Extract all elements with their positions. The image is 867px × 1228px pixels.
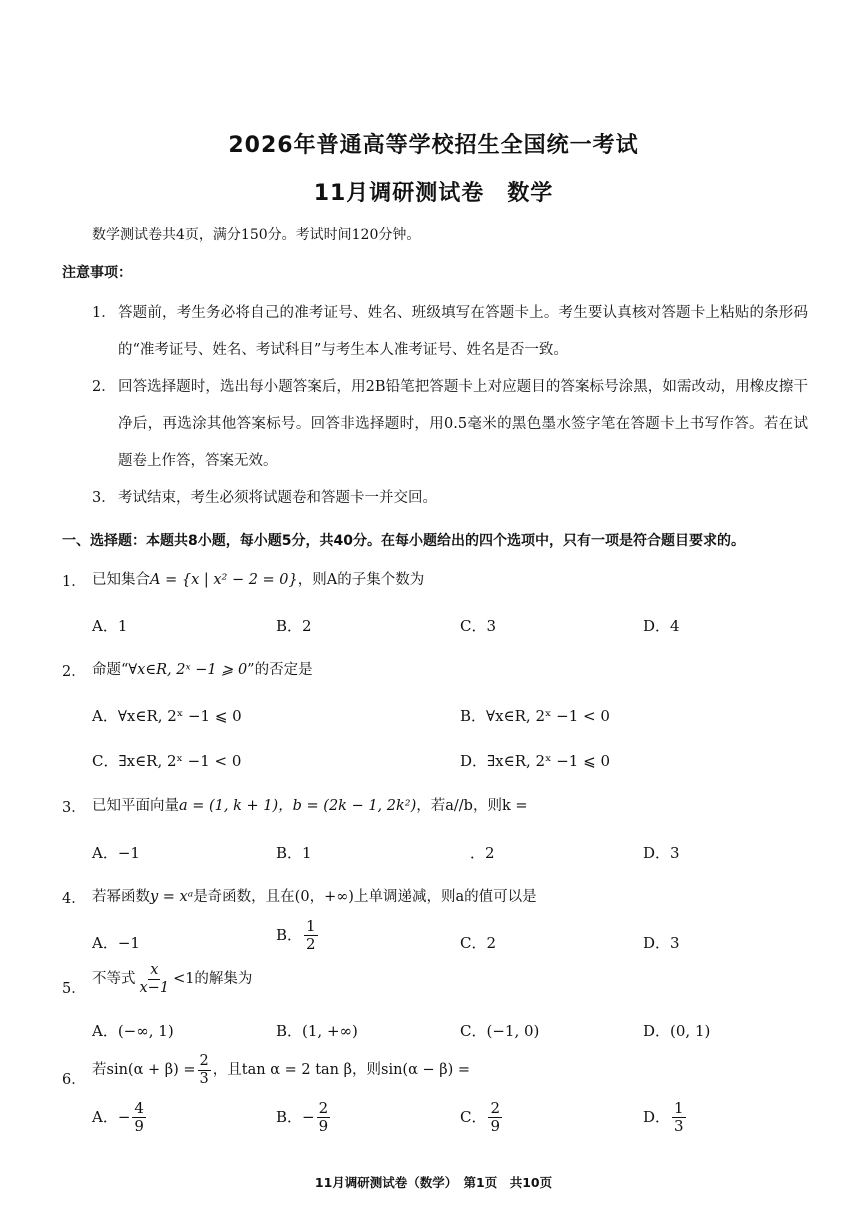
fraction: $\frac{2}{9}$ [318,1099,329,1136]
option-b: B．− $\frac{2}{9}$ [276,1099,329,1136]
question-math: y = xᵃ [150,889,194,905]
option-b: B．1 [276,844,312,862]
exam-subtitle: 11月调研测试卷 数学 [313,181,554,206]
notice-text: 考试结束，考生必须将试题卷和答题卡一并交回。 [118,490,437,506]
option-b: B．∀x∈R, 2ˣ −1 < 0 [460,707,610,725]
option-a: A．∀x∈R, 2ˣ −1 ⩽ 0 [92,707,242,725]
option-a: A．−1 [92,934,140,952]
notice-text: 回答选择题时，选出每小题答案后，用2B铅笔把答题卡上对应题目的答案标号涂黑，如需改动，用橡皮擦干净后，再选涂其他答案标号。回答非选择题时，用0.5毫米的黑色墨水签字笔在答题卡上书写作答。若在试题卷上作答，答案无效。 [118,379,808,469]
fraction: $\frac{2}{3}$ [199,1053,209,1087]
question-text: 若sin(α + β) = $\frac{2}{3}$ ，且tan α = 2 tan β，则sin(α − β) = [92,1053,471,1087]
question-number: 6． [62,1072,86,1088]
question-math: a = (1, k + 1)，b = (2k − 1, 2k²) [179,798,417,814]
option-a: A．− $\frac{4}{9}$ [92,1099,144,1136]
section-title: 一、选择题：本题共8小题，每小题5分，共40分。在每小题给出的四个选项中，只有一项是符合题目要求的。 [62,533,745,549]
option-c: ．2 [470,844,495,862]
option-d: D． $\frac{1}{3}$ [643,1099,684,1136]
option-c: C．3 [460,617,497,635]
fraction: $\frac{4}{9}$ [134,1099,144,1136]
option-a: A．(−∞, 1) [92,1022,174,1040]
page-footer: 11月调研测试卷（数学） 第1页 共10页 [314,1175,553,1190]
question-text: 已知集合A = {x | x² − 2 = 0}，则A的子集个数为 [92,572,425,588]
fraction: $\frac{2}{9}$ [490,1099,501,1136]
option-d: D．3 [643,934,680,952]
option-c: C．∃x∈R, 2ˣ −1 < 0 [92,752,242,770]
option-d: D．∃x∈R, 2ˣ −1 ⩽ 0 [460,752,610,770]
notice-number: 3． [92,490,116,506]
exam-intro: 数学测试卷共4页，满分150分。考试时间120分钟。 [92,227,421,243]
question-text: 已知平面向量a = (1, k + 1)，b = (2k − 1, 2k²)，若a//b，则k = [92,798,528,814]
question-number: 5． [62,981,86,997]
option-b: B．2 [276,617,312,635]
option-a: A．1 [92,617,128,635]
question-math: ∀x∈R, 2ˣ −1 ⩾ 0 [128,662,248,678]
exam-title: 2026年普通高等学校招生全国统一考试 [228,133,639,158]
option-c: C．(−1, 0) [460,1022,540,1040]
option-d: D．3 [643,844,680,862]
notice-number: 2． [92,379,116,395]
option-c: C． $\frac{2}{9}$ [460,1099,501,1136]
notice-heading: 注意事项： [62,265,132,281]
question-text: 不等式 $\frac{x}{x-1}$ <1的解集为 [92,962,253,996]
notice-number: 1． [92,305,116,321]
notice-text: 答题前，考生务必将自己的准考证号、姓名、班级填写在答题卡上。考生要认真核对答题卡上粘贴的条形码的“准考证号、姓名、考试科目”与考生本人准考证号、姓名是否一致。 [118,305,808,358]
question-math: A = {x | x² − 2 = 0} [150,572,298,588]
option-d: D．4 [643,617,680,635]
option-c: C．2 [460,934,497,952]
option-b: B． $\frac{1}{2}$ [276,917,316,954]
question-number: 2． [62,664,86,680]
fraction: $\frac{1}{3}$ [674,1099,684,1136]
option-d: D．(0, 1) [643,1022,711,1040]
question-number: 4． [62,891,86,907]
option-a: A．−1 [92,844,140,862]
question-text: 若幂函数y = xᵃ是奇函数，且在(0，+∞)上单调递减，则a的值可以是 [92,889,537,905]
question-text: 命题“∀x∈R, 2ˣ −1 ⩾ 0”的否定是 [92,662,313,678]
question-number: 1． [62,574,86,590]
option-b: B．(1, +∞) [276,1022,358,1040]
question-number: 3． [62,800,86,816]
fraction: $\frac{1}{2}$ [306,917,316,954]
fraction: $\frac{x}{x-1}$ [139,962,170,996]
